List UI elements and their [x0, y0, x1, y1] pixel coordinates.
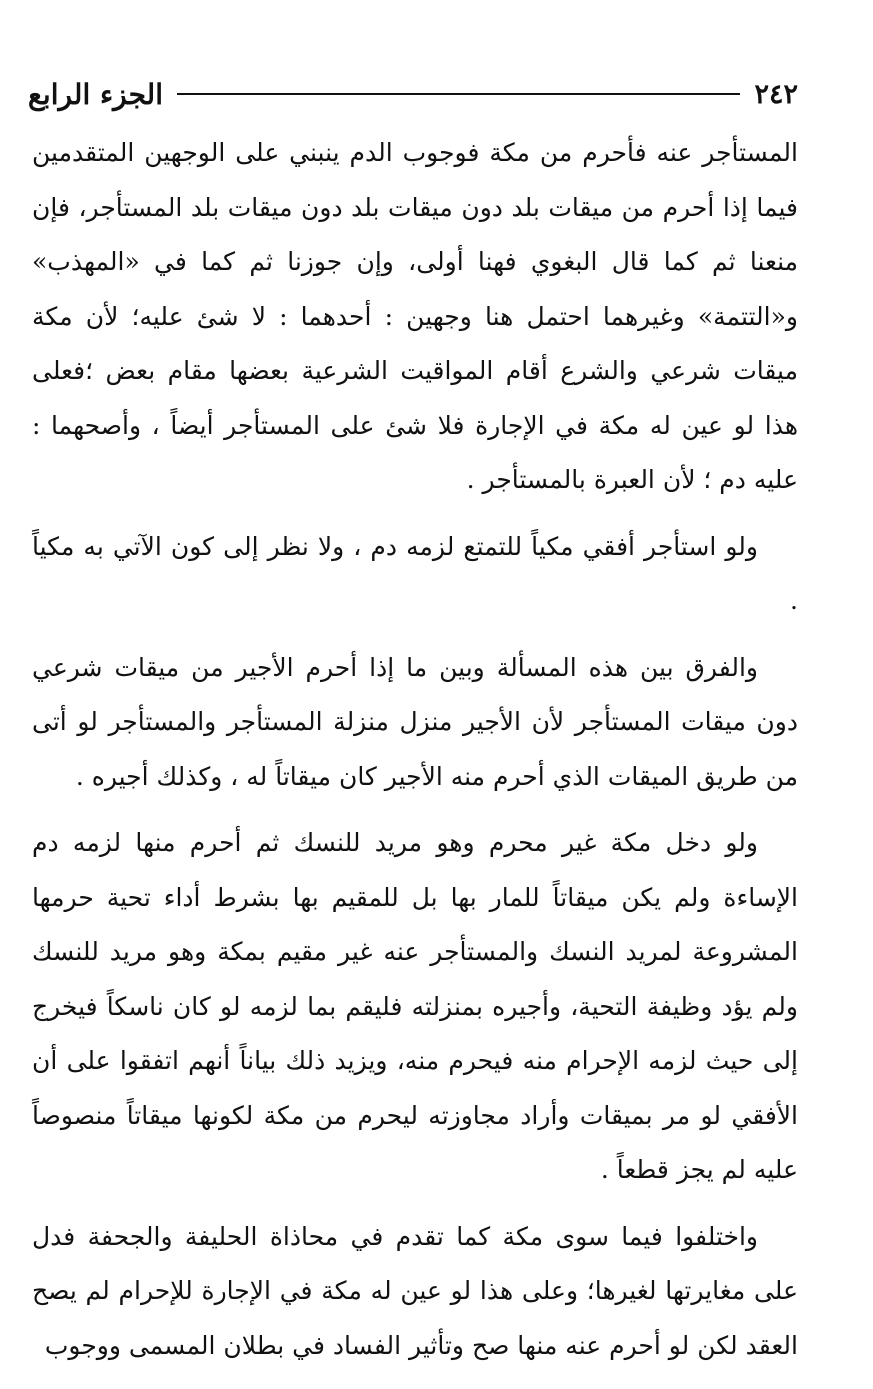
paragraph-2: ولو استأجر أفقي مكياً للتمتع لزمه دم ، ولا نظر إلى كون الآتي به مكياً .	[32, 531, 798, 615]
running-header	[28, 72, 798, 116]
paragraph-5: واختلفوا فيما سوى مكة كما تقدم في محاذاة الحليفة والجحفة فدل على مغايرتها لغيرها؛ وعلى هذا لو عين له مكة في الإجارة للإحرام لم يصح العقد لكن لو أحرم عنه منها صح وتأثير الفساد في بطلان المسمى ووجوب	[32, 1221, 798, 1360]
page-body	[32, 126, 798, 1373]
page-number: ٢٤٢	[754, 78, 798, 110]
header-rule	[177, 93, 741, 95]
paragraph-3: والفرق بين هذه المسألة وبين ما إذا أحرم الأجير من ميقات شرعي دون ميقات المستأجر لأن الأجير منزل منزلة المستأجر والمستأجر لو أتى من طريق الميقات الذي أحرم منه الأجير كان ميقاتاً له ، وكذلك أجيره .	[32, 652, 798, 791]
running-title: الجزء الرابع	[28, 77, 163, 111]
paragraph-1: المستأجر عنه فأحرم من مكة فوجوب الدم ينبني على الوجهين المتقدمين فيما إذا أحرم من ميقات بلد دون ميقات بلد دون ميقات بلد المستأجر، فإن منعنا ثم كما قال البغوي فهنا أولى، وإن جوزنا ثم كما في «المهذب» و«التتمة» وغيرهما احتمل هنا وجهين : أحدهما : لا شئ عليه؛ لأن مكة ميقات شرعي والشرع أقام المواقيت الشرعية بعضها مقام بعض ؛فعلى هذا لو عين له مكة في الإجارة فلا شئ على المستأجر أيضاً ، وأصحهما : عليه دم ؛ لأن العبرة بالمستأجر .	[32, 138, 798, 494]
paragraph-4: ولو دخل مكة غير محرم وهو مريد للنسك ثم أحرم منها لزمه دم الإساءة ولم يكن ميقاتاً للمار بها بل للمقيم بها بشرط أداء تحية حرمها المشروعة لمريد النسك والمستأجر عنه غير مقيم بمكة وهو مريد للنسك ولم يؤد وظيفة التحية، وأجيره بمنزلته فليقم بما لزمه لو كان ناسكاً فيخرج إلى حيث لزمه الإحرام منه فيحرم منه، ويزيد ذلك بياناً أنهم اتفقوا على أن الأفقي لو مر بميقات وأراد مجاوزته ليحرم من مكة لكونها ميقاتاً منصوصاً عليه لم يجز قطعاً .	[32, 828, 798, 1184]
